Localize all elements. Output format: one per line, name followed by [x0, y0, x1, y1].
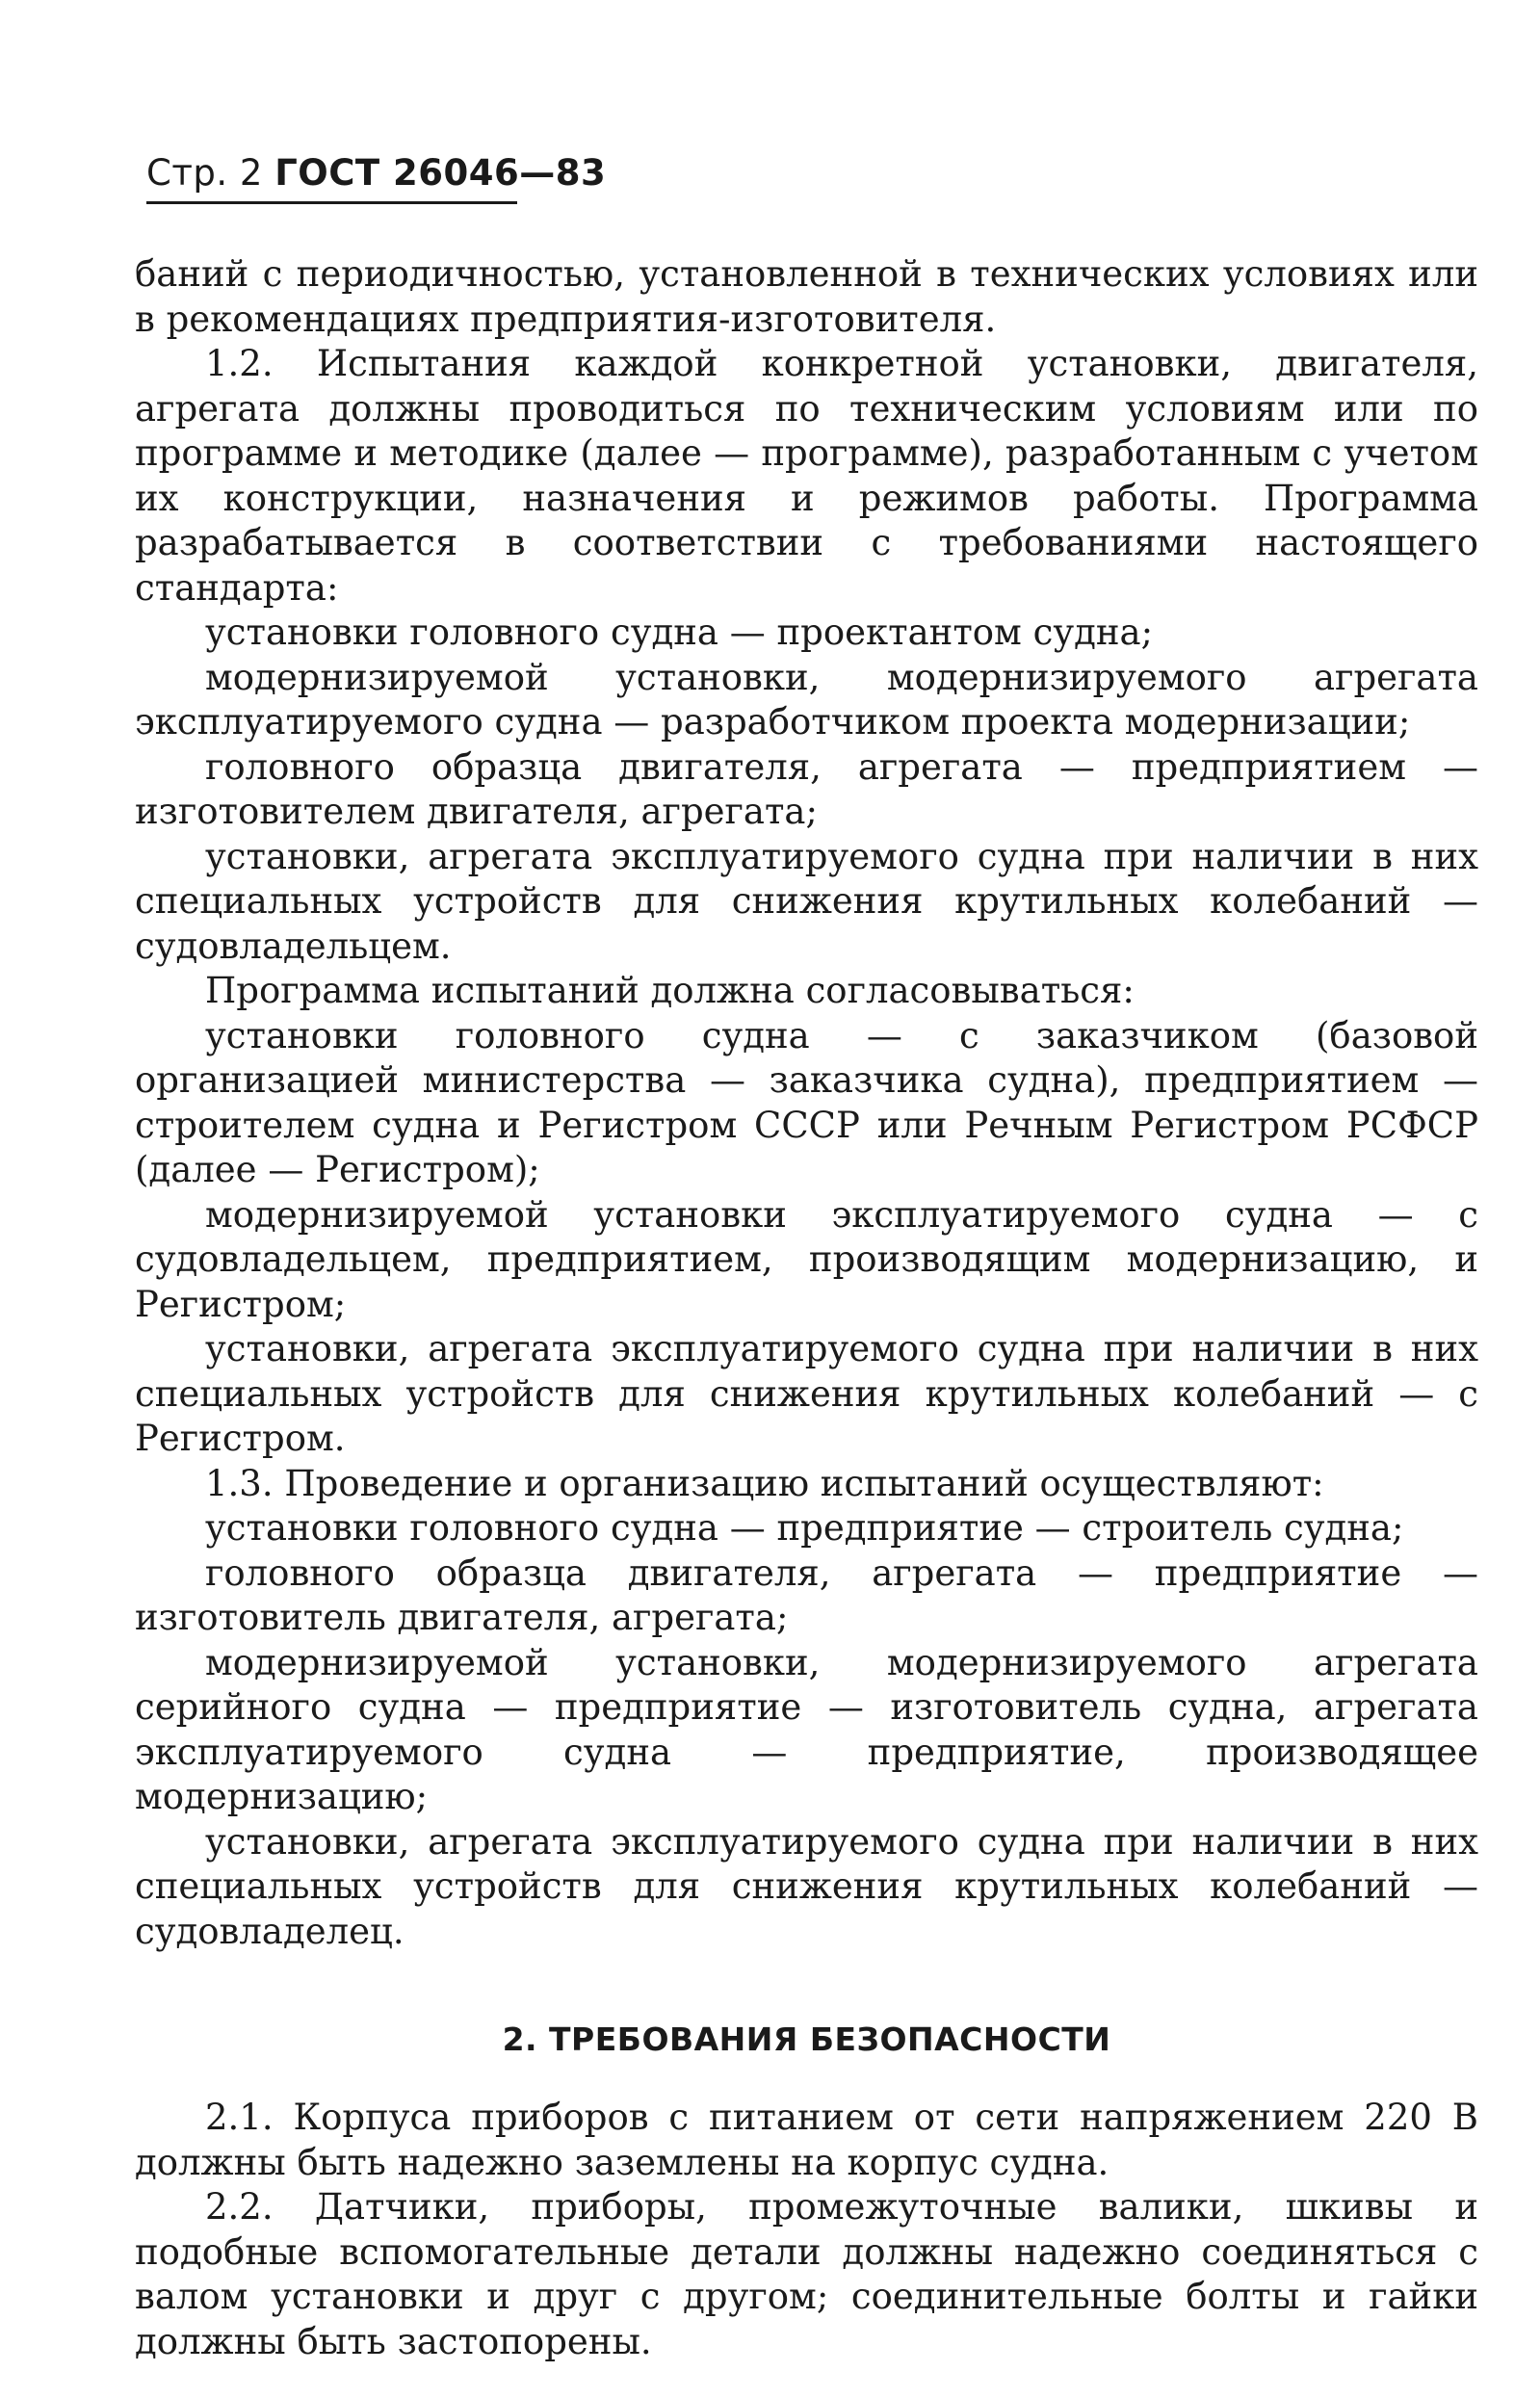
list-item: установки, агрегата эксплуатируемого судна при наличии в них специальных устройств для снижения крутильных колебаний — с Регистром.: [135, 1328, 1478, 1459]
list-item: установки головного судна — проектантом судна;: [205, 612, 1154, 653]
list-item: установки, агрегата эксплуатируемого судна при наличии в них специальных устройств для снижения крутильных колебаний — судовладелец.: [135, 1820, 1478, 1952]
list-item: модернизируемой установки, модернизируемого агрегата серийного судна — предприятие — изготовитель судна, агрегата эксплуатируемого судна — предприятие, производящее модернизацию;: [135, 1641, 1478, 1817]
document-body: [135, 252, 1478, 2364]
page-header: [146, 152, 606, 195]
list-item: установки головного судна — с заказчиком (базовой организацией министерства — заказчика судна), предприятием — строителем судна и Регистром СССР или Речным Регистром РСФСР (далее — Регистром);: [135, 1014, 1478, 1190]
paragraph-1-3: 1.3. Проведение и организацию испытаний осуществляют:: [205, 1462, 1324, 1504]
list-item: модернизируемой установки, модернизируемого агрегата эксплуатируемого судна — разработчиком проекта модернизации;: [135, 656, 1478, 743]
paragraph-2-2: 2.2. Датчики, приборы, промежуточные валики, шкивы и подобные вспомогательные детали должны надежно соединяться с валом установки и друг с другом; соединительные болты и гайки должны быть застопорены.: [135, 2186, 1478, 2362]
page-number: Стр. 2: [146, 152, 263, 194]
section-heading: 2. ТРЕБОВАНИЯ БЕЗОПАСНОСТИ: [502, 2020, 1111, 2058]
header-underline: [146, 201, 517, 204]
paragraph-approval: Программа испытаний должна согласовываться:: [205, 970, 1135, 1011]
list-item: модернизируемой установки эксплуатируемого судна — с судовладельцем, предприятием, производящим модернизацию, и Регистром;: [135, 1193, 1478, 1325]
paragraph-1-2: 1.2. Испытания каждой конкретной установки, двигателя, агрегата должны проводиться по техническим условиям или по программе и методике (далее — программе), разработанным с учетом их конструкции, назначения и режимов работы. Программа разрабатывается в соответствии с требованиями настоящего стандарта:: [135, 343, 1478, 609]
list-item: головного образца двигателя, агрегата — предприятие — изготовитель двигателя, агрегата;: [135, 1551, 1478, 1638]
paragraph-continuation: баний с периодичностью, установленной в технических условиях или в рекомендациях предприятия-изготовителя.: [135, 253, 1478, 340]
standard-number: ГОСТ 26046—83: [274, 152, 607, 194]
list-item: головного образца двигателя, агрегата — предприятием — изготовителем двигателя, агрегата;: [135, 745, 1478, 832]
paragraph-2-1: 2.1. Корпуса приборов с питанием от сети напряжением 220 В должны быть надежно заземлены на корпус судна.: [135, 2097, 1478, 2183]
list-item: установки, агрегата эксплуатируемого судна при наличии в них специальных устройств для снижения крутильных колебаний — судовладельцем.: [135, 835, 1478, 967]
list-item: установки головного судна — предприятие — строитель судна;: [205, 1507, 1404, 1549]
